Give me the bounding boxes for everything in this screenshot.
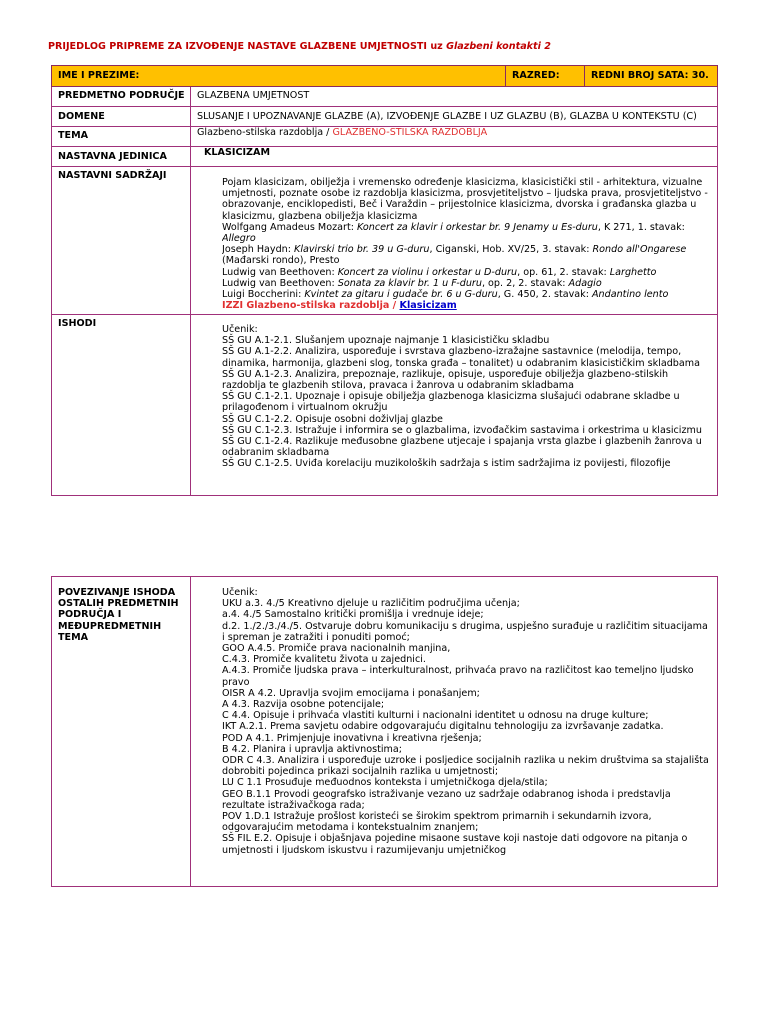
klasicizam-link[interactable]: Klasicizam bbox=[399, 300, 457, 312]
cross-label: POVEZIVANJE ISHODA OSTALIH PREDMETNIH PODRUČJA I MEĐUPREDMETNIH TEMA bbox=[52, 577, 191, 887]
subject-row bbox=[52, 87, 718, 107]
subject-value: GLAZBENA UMJETNOST bbox=[191, 87, 718, 107]
outcomes-list bbox=[222, 315, 711, 495]
content-label: NASTAVNI SADRŽAJI bbox=[52, 167, 191, 315]
izzi-label: IZZI Glazbeno-stilska razdoblja / bbox=[222, 300, 400, 312]
content-row bbox=[52, 167, 718, 315]
cross-curricular-table bbox=[51, 576, 718, 887]
outcome-item: SŠ GU A.1-2.1. Slušanjem upoznaje najmanje 1 klasicističku skladbu bbox=[222, 335, 550, 347]
work-movement: Adagio bbox=[568, 277, 602, 289]
cross-outcome-item: A.4.3. Promiče ljudska prava – interkulturalnost, prihvaća pravo na različitost kao temeljno ljudsko pravo bbox=[222, 665, 694, 688]
cross-outcome-item: A 4.3. Razvija osobne potencijale; bbox=[222, 699, 385, 711]
name-label: IME I PREZIME: bbox=[52, 66, 506, 87]
work-details: , op. 61, 2. stavak: bbox=[517, 266, 610, 278]
document-title-main: PRIJEDLOG PRIPREME ZA IZVOĐENJE NASTAVE GLAZBENE UMJETNOSTI uz bbox=[48, 41, 447, 52]
cross-row bbox=[52, 577, 718, 887]
outcomes-row bbox=[52, 315, 718, 496]
topic-value bbox=[191, 127, 718, 147]
outcome-item: SŠ GU A.1-2.3. Analizira, prepoznaje, razlikuje, opisuje, uspoređuje obilježja glazbeno-stilskih razdoblja te glazbenih stilova, pravaca i žanrova u odabranim skladbama bbox=[222, 368, 669, 392]
cross-outcome-item: OISR A 4.2. Upravlja svojim emocijama i ponašanjem; bbox=[222, 687, 480, 699]
work-movement: Rondo all'Ongarese bbox=[592, 244, 687, 256]
work-item bbox=[222, 267, 711, 278]
topic-value-highlight: GLAZBENO-STILSKA RAZDOBLJA bbox=[332, 127, 488, 138]
content-link-line bbox=[222, 300, 711, 311]
outcome-item: SŠ GU A.1-2.2. Analizira, uspoređuje i svrstava glazbeno-izražajne sastavnice (melodija, tempo, dinamika, harmonija, glazbeni slog, tonska građa – tonalitet) u odabranim klasicističkim skladbama bbox=[222, 346, 700, 369]
document-title bbox=[48, 41, 551, 52]
outcome-item: SŠ GU C.1-2.3. Istražuje i informira se o glazbalima, izvođačkim sastavima i orkestrima u klasicizmu bbox=[222, 424, 702, 436]
work-details: , op. 2, 2. stavak: bbox=[481, 277, 569, 289]
document-title-book: Glazbeni kontakti 2 bbox=[446, 41, 551, 52]
domains-label: DOMENE bbox=[52, 107, 191, 127]
grade-label: RAZRED: bbox=[506, 66, 585, 87]
cross-outcome-item: POV 1.D.1 Istražuje prošlost koristeći se širokim spektrom primarnih i sekundarnih izvora, odgovarajućim metodama i kontekstualnim znanjem; bbox=[222, 811, 652, 834]
work-item bbox=[222, 278, 711, 289]
cross-outcome-item: B 4.2. Planira i upravlja aktivnostima; bbox=[222, 743, 402, 755]
cross-outcome-item: ODR C 4.3. Analizira i uspoređuje uzroke i posljedice socijalnih razlika u nekim društvima sa stajališta dobrobiti pojedinca prikazi socijalnih razlika u umjetnosti; bbox=[222, 755, 709, 778]
cross-outcome-item: C 4.4. Opisuje i prihvaća vlastiti kulturni i nacionalni identitet u odnosu na druge kulture; bbox=[222, 710, 649, 722]
work-composer: Ludwig van Beethoven: bbox=[222, 266, 338, 278]
work-title: Kvintet za gitaru i gudače br. 6 u G-duru bbox=[304, 289, 498, 301]
work-tail: (Mađarski rondo), Presto bbox=[222, 255, 340, 267]
unit-label: NASTAVNA JEDINICA bbox=[52, 147, 191, 167]
cross-outcome-item: POD A 4.1. Primjenjuje inovativna i kreativna rješenja; bbox=[222, 732, 482, 744]
work-title: Koncert za violinu i orkestar u D-duru bbox=[337, 266, 518, 278]
work-composer: Ludwig van Beethoven: bbox=[222, 277, 338, 289]
cross-outcome-item: GOO A.4.5. Promiče prava nacionalnih manjina, bbox=[222, 643, 451, 655]
work-title: Sonata za klavir br. 1 u F-duru bbox=[337, 277, 482, 289]
lesson-plan-table bbox=[51, 65, 718, 496]
outcome-item: SŠ GU C.1-2.4. Razlikuje međusobne glazbene utjecaje i spajanja vrsta glazbe i glazbenih žanrova u odabranim skladbama bbox=[222, 436, 702, 459]
cross-outcome-item: SŠ FIL E.2. Opisuje i objašnjava pojedine misaone sustave koji nastoje dati odgovore na pitanja o umjetnosti i ljudskom iskustvu i razumijevanju umjetničkog bbox=[222, 833, 688, 856]
work-movement: Allegro bbox=[222, 233, 256, 245]
work-composer: Joseph Haydn: bbox=[222, 244, 295, 256]
cross-outcome-item: C.4.3. Promiče kvalitetu života u zajednici. bbox=[222, 654, 426, 666]
topic-row bbox=[52, 127, 718, 147]
work-details: , K 271, 1. stavak: bbox=[597, 221, 685, 233]
work-item bbox=[222, 289, 711, 300]
work-title: Klavirski trio br. 39 u G-duru bbox=[294, 244, 430, 256]
domains-row bbox=[52, 107, 718, 127]
work-movement: Andantino lento bbox=[591, 289, 669, 301]
cross-outcome-item: Učenik: bbox=[222, 587, 258, 598]
work-item bbox=[222, 244, 711, 266]
works-list bbox=[222, 222, 711, 300]
lesson-number-label: REDNI BROJ SATA: 30. bbox=[585, 66, 718, 87]
work-details: , Ciganski, Hob. XV/25, 3. stavak: bbox=[429, 244, 593, 256]
work-details: , G. 450, 2. stavak: bbox=[497, 289, 592, 301]
outcome-item: Učenik: bbox=[222, 324, 258, 335]
work-item bbox=[222, 222, 711, 244]
header-row bbox=[52, 66, 718, 87]
work-composer: Luigi Boccherini: bbox=[222, 289, 305, 301]
cross-outcome-item: UKU a.3. 4./5 Kreativno djeluje u različitim područjima učenja; bbox=[222, 598, 520, 610]
cross-outcome-item: LU C 1.1 Prosuđuje međuodnos konteksta i umjetničkoga djela/stila; bbox=[222, 777, 548, 789]
outcome-item: SŠ GU C.1-2.2. Opisuje osobni doživljaj glazbe bbox=[222, 413, 443, 425]
cross-outcome-item: GEO B.1.1 Provodi geografsko istraživanje vezano uz sadržaje odabranog ishoda i predstavlja rezultate istraživačkoga rada; bbox=[222, 788, 671, 811]
unit-value: KLASICIZAM bbox=[191, 147, 718, 167]
content-text bbox=[222, 167, 711, 314]
cross-outcomes-list bbox=[222, 587, 711, 856]
domains-value: SLUŠANJE I UPOZNAVANJE GLAZBE (A), IZVOĐENJE GLAZBE I UZ GLAZBU (B), GLAZBA U KONTEKSTU (C) bbox=[197, 111, 697, 122]
outcome-item: SŠ GU C.1-2.1. Upoznaje i opisuje obilježja glazbenoga klasicizma slušajući odabrane skladbe u prilagođenom i virtualnom okružju bbox=[222, 391, 680, 414]
work-composer: Wolfgang Amadeus Mozart: bbox=[222, 221, 357, 233]
topic-label: TEMA bbox=[52, 127, 191, 147]
outcomes-label: ISHODI bbox=[52, 315, 191, 496]
unit-row bbox=[52, 147, 718, 167]
cross-outcome-item: d.2. 1./2./3./4./5. Ostvaruje dobru komunikaciju s drugima, uspješno surađuje u različitim situacijama i spreman je zatražiti i ponuditi pomoć; bbox=[222, 620, 708, 643]
subject-label: PREDMETNO PODRUČJE bbox=[52, 87, 191, 107]
content-intro: Pojam klasicizam, obilježja i vremensko određenje klasicizma, klasicistički stil - arhitektura, vizualne umjetnosti, poznate osobe iz razdoblja klasicizma, prosvjetiteljstvo – ljudska prava, prosvjetiteljstvo - obrazovanje, enciklopedisti, Beč i Varaždin – prijestolnice klasicizma, dvorska i građanska glazba u klasicizmu, glazbena obilježja klasicizma bbox=[222, 177, 708, 222]
outcome-item: SŠ GU C.1-2.5. Uviđa korelaciju muzikoloških sadržaja s istim sadržajima iz povijesti, filozofije bbox=[222, 458, 671, 470]
cross-outcome-item: a.4. 4./5 Samostalno kritički promišlja i vrednuje ideje; bbox=[222, 609, 484, 621]
cross-outcome-item: IKT A.2.1. Prema savjetu odabire odgovarajuću digitalnu tehnologiju za izvršavanje zadatka. bbox=[222, 721, 664, 733]
topic-value-text: Glazbeno-stilska razdoblja / bbox=[197, 127, 333, 138]
work-title: Koncert za klavir i orkestar br. 9 Jenamy u Es-duru bbox=[356, 221, 598, 233]
work-movement: Larghetto bbox=[609, 266, 657, 278]
